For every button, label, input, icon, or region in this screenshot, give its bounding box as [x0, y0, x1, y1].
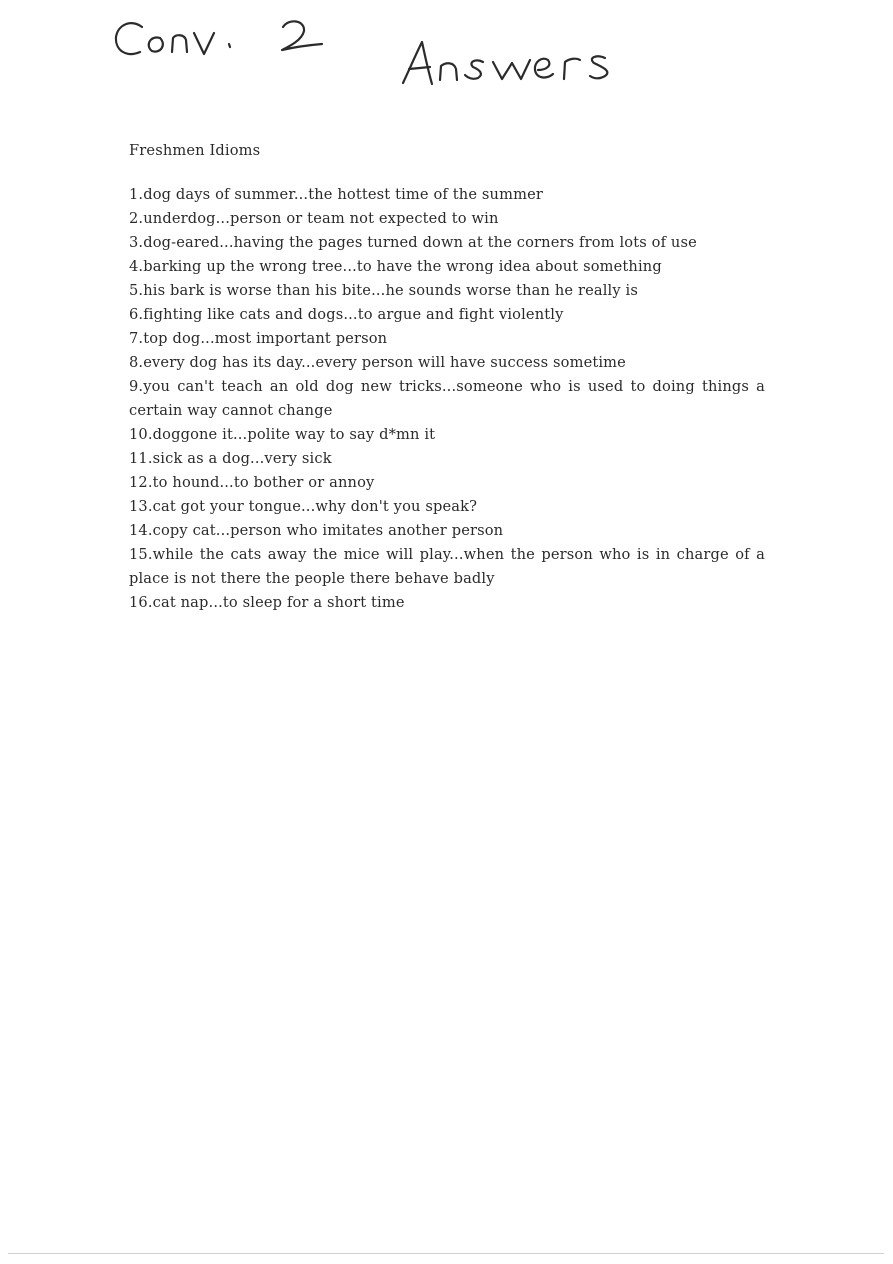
idiom-item-7: 7.top dog...most important person: [129, 330, 388, 347]
idiom-item-5: 5.his bark is worse than his bite...he sounds worse than he really is: [129, 282, 639, 299]
idiom-item-4: 4.barking up the wrong tree...to have the wrong idea about something: [129, 258, 662, 275]
handwritten-conv-2: [116, 21, 322, 54]
idiom-item-16: 16.cat nap...to sleep for a short time: [129, 594, 405, 611]
idiom-item-14: 14.copy cat...person who imitates another person: [129, 522, 504, 539]
idiom-item-13: 13.cat got your tongue...why don't you speak?: [129, 498, 478, 515]
scan-edge-divider: [8, 1253, 884, 1254]
idiom-item-1: 1.dog days of summer...the hottest time of the summer: [129, 186, 543, 203]
idiom-item-12: 12.to hound...to bother or annoy: [129, 474, 375, 491]
document-body: [129, 141, 765, 615]
idiom-item-8: 8.every dog has its day...every person will have success sometime: [129, 354, 626, 371]
idiom-item-3: 3.dog-eared...having the pages turned down at the corners from lots of use: [129, 234, 697, 251]
idiom-item-6: 6.fighting like cats and dogs...to argue and fight violently: [129, 306, 564, 323]
handwritten-answers: [403, 42, 607, 84]
idiom-item-11: 11.sick as a dog...very sick: [129, 450, 332, 467]
idiom-item-15: 15.while the cats away the mice will play...when the person who is in charge of a place is not there the people there behave badly: [129, 546, 765, 587]
idiom-item-9: 9.you can't teach an old dog new tricks...someone who is used to doing things a certain way cannot change: [129, 378, 765, 419]
idiom-item-2: 2.underdog...person or team not expected to win: [129, 210, 499, 227]
handwritten-header: [0, 0, 893, 120]
idiom-item-10: 10.doggone it...polite way to say d*mn it: [129, 426, 436, 443]
document-title: Freshmen Idioms: [129, 142, 261, 159]
idiom-list: [129, 183, 765, 615]
